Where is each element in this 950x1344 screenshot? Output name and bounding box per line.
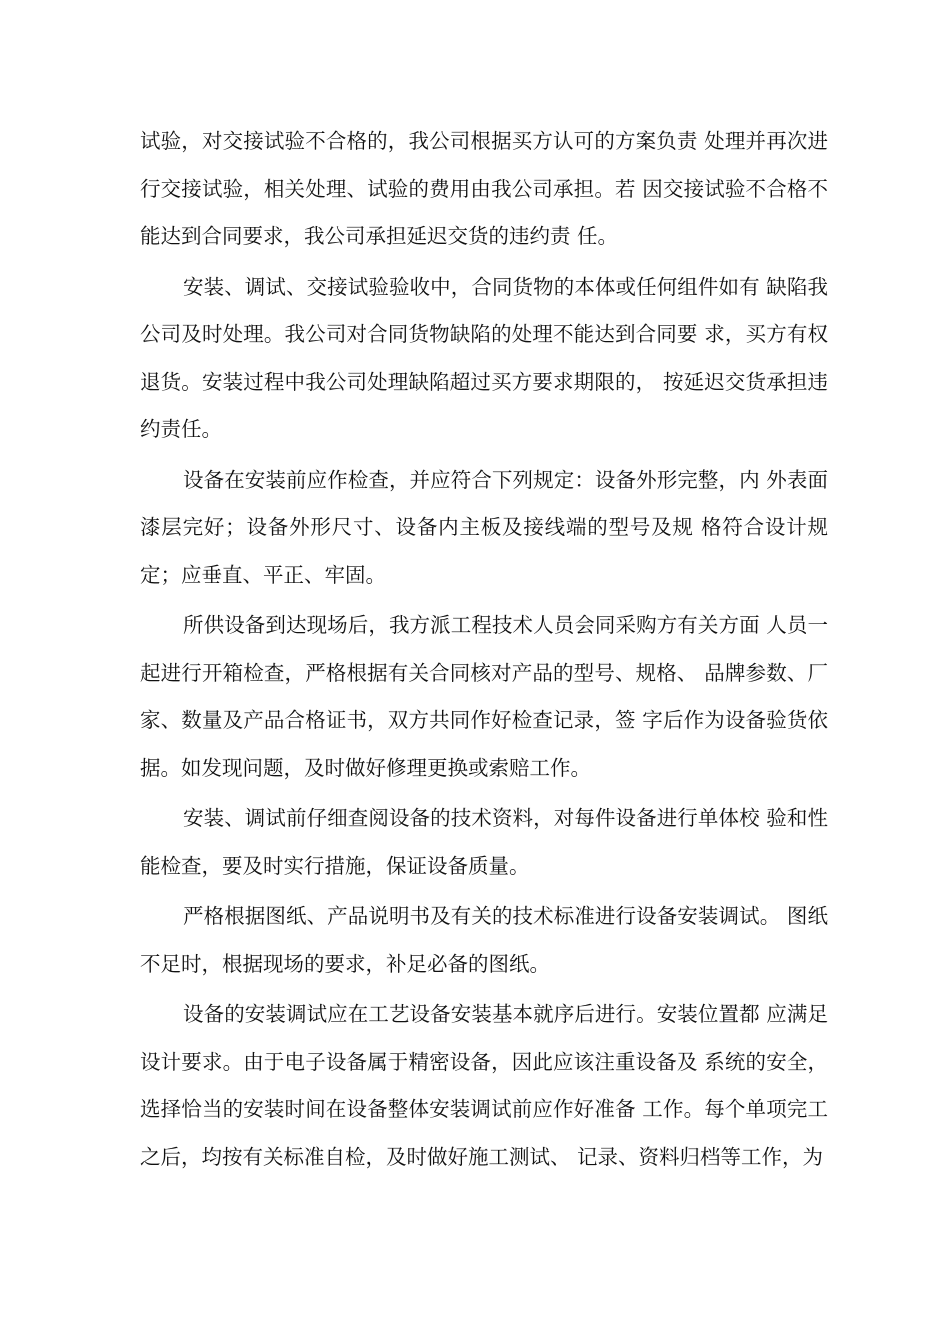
paragraph-1: 试验，对交接试验不合格的，我公司根据买方认可的方案负责 处理并再次进行交接试验，相关处理、试验的费用由我公司承担。若 因交接试验不合格不能达到合同要求，我公司承担延迟交货的违约责 任。 xyxy=(140,129,828,248)
paragraph-2: 安装、调试、交接试验验收中，合同货物的本体或任何组件如有 缺陷我公司及时处理。我公司对合同货物缺陷的处理不能达到合同要 求，买方有权退货。安装过程中我公司处理缺陷超过买方要求期限的， 按延迟交货承担违约责任。 xyxy=(140,274,828,441)
document-body xyxy=(140,118,828,1181)
paragraph-5: 安装、调试前仔细查阅设备的技术资料，对每件设备进行单体校 验和性能检查，要及时实行措施，保证设备质量。 xyxy=(140,806,828,878)
paragraph-4: 所供设备到达现场后，我方派工程技术人员会同采购方有关方面 人员一起进行开箱检查，严格根据有关合同核对产品的型号、规格、 品牌参数、厂家、数量及产品合格证书，双方共同作好检查记录，签 字后作为设备验货依据。如发现问题，及时做好修理更换或索赔工作。 xyxy=(140,613,828,780)
paragraph-7: 设备的安装调试应在工艺设备安装基本就序后进行。安装位置都 应满足设计要求。由于电子设备属于精密设备，因此应该注重设备及 系统的安全，选择恰当的安装时间在设备整体安装调试前应作好准备 工作。每个单项完工之后，均按有关标准自检，及时做好施工测试、 记录、资料归档等工作，为 xyxy=(140,1002,828,1169)
paragraph-3: 设备在安装前应作检查，并应符合下列规定：设备外形完整，内 外表面漆层完好；设备外形尺寸、设备内主板及接线端的型号及规 格符合设计规定；应垂直、平正、牢固。 xyxy=(140,467,828,587)
paragraph-6: 严格根据图纸、产品说明书及有关的技术标准进行设备安装调试。 图纸不足时，根据现场的要求，补足必备的图纸。 xyxy=(140,904,828,976)
